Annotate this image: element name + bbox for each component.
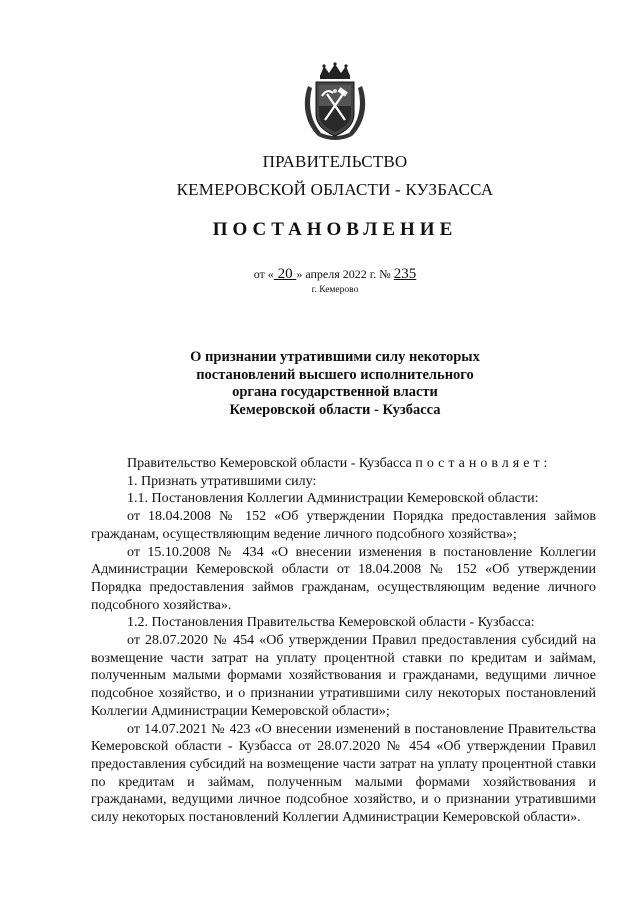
- date-month-year: » апреля 2022 г. №: [296, 267, 394, 281]
- date-day: 20: [273, 266, 297, 282]
- paragraph-1: 1. Признать утратившими силу:: [127, 473, 317, 489]
- paragraph-1-2-a: от 28.07.2020 № 454 «Об утверждении Правил предоставления субсидий на возмещение части затрат на уплату процентной ставки по кредитам и займам, полученным малыми формами хозяйствования и гражданами, ведущими личное подсобное хозяйство, и о признании утратившими силу некоторых постановлений Коллегии Администрации Кемеровской области»;: [91, 633, 596, 719]
- date-prefix: от «: [253, 267, 274, 281]
- paragraph-1-1: 1.1. Постановления Коллегии Администрации Кемеровской области:: [127, 491, 539, 507]
- coat-of-arms-emblem: [300, 62, 370, 142]
- title-line: Кемеровской области - Кузбасса: [229, 401, 441, 418]
- document-type: ПОСТАНОВЛЕНИЕ: [212, 219, 458, 240]
- date-number-line: [0, 266, 640, 283]
- paragraph-1-2: 1.2. Постановления Правительства Кемеровской области - Кузбасса:: [127, 615, 535, 631]
- government-name-line1: ПРАВИТЕЛЬСТВО: [262, 152, 408, 171]
- intro-paragraph: [91, 455, 596, 473]
- intro-text: Правительство Кемеровской области - Кузбасса: [127, 456, 416, 471]
- city: г. Кемерово: [311, 285, 359, 295]
- title-line: органа государственной власти: [232, 384, 438, 400]
- intro-decree-word: постановляет:: [415, 456, 552, 471]
- government-name-line2: КЕМЕРОВСКОЙ ОБЛАСТИ - КУЗБАССА: [176, 180, 494, 199]
- title-line: О признании утратившими силу некоторых: [190, 349, 480, 365]
- document-body: [91, 455, 596, 827]
- title-line: постановлений высшего исполнительного: [196, 366, 474, 383]
- paragraph-1-1-b: от 15.10.2008 № 434 «О внесении изменения в постановление Коллегии Администрации Кемеровской области от 18.04.2008 № 152 «Об утверждении Порядка предоставления займов гражданам, осуществляющим ведение личного подсобного хозяйства».: [91, 544, 596, 613]
- paragraph-1-2-b: от 14.07.2021 № 423 «О внесении изменений в постановление Правительства Кемеровской области - Кузбасса от 28.07.2020 № 454 «Об утверждении Правил предоставления субсидий на возмещение части затрат на уплату процентной ставки по кредитам и займам, полученным малыми формами хозяйствования и гражданами, ведущими личное подсобное хозяйство, и о признании утратившими силу некоторых постановлений Коллегии Администрации Кемеровской области».: [91, 721, 596, 826]
- document-title: [0, 349, 640, 419]
- document-number: 235: [393, 266, 417, 282]
- paragraph-1-1-a: от 18.04.2008 № 152 «Об утверждении Порядка предоставления займов гражданам, осуществляющим ведение личного подсобного хозяйства»;: [91, 509, 596, 542]
